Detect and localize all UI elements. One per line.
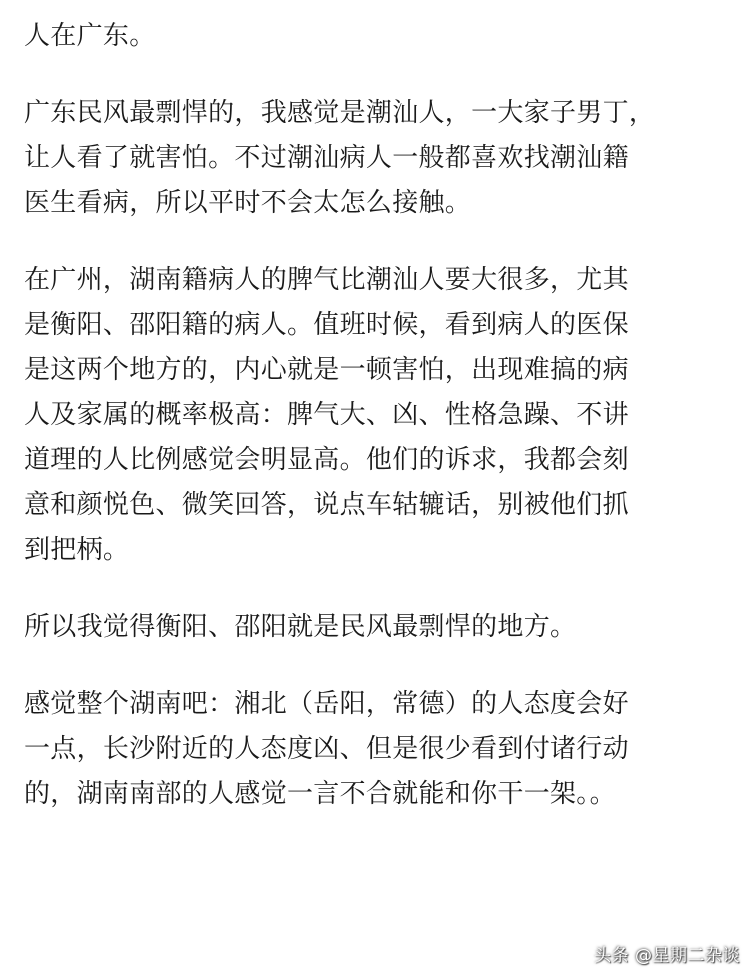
source-watermark: 头条 @星期二杂谈: [594, 946, 740, 966]
text-line: 是这两个地方的，内心就是一顿害怕，出现难搞的病: [24, 355, 629, 385]
text-line: 一点，长沙附近的人态度凶、但是很少看到付诸行动: [24, 734, 629, 764]
text-line: 的，湖南南部的人感觉一言不合就能和你干一架。。: [24, 779, 616, 809]
paragraph-4: [24, 605, 724, 650]
paragraph-3: [24, 258, 724, 573]
text-line: 让人看了就害怕。不过潮汕病人一般都喜欢找潮汕籍: [24, 143, 629, 173]
text-line: 所以我觉得衡阳、邵阳就是民风最剽悍的地方。: [24, 612, 577, 642]
text-line: 人及家属的概率极高：脾气大、凶、性格急躁、不讲: [24, 400, 629, 430]
text-line: 人在广东。: [24, 21, 156, 51]
text-line: 道理的人比例感觉会明显高。他们的诉求，我都会刻: [24, 445, 629, 475]
text-line: 意和颜悦色、微笑回答，说点车轱辘话，别被他们抓: [24, 490, 629, 520]
text-line: 在广州，湖南籍病人的脾气比潮汕人要大很多，尤其: [24, 265, 629, 295]
article-body: [24, 14, 724, 849]
paragraph-2: [24, 91, 724, 226]
paragraph-5: [24, 682, 724, 817]
text-line: 广东民风最剽悍的，我感觉是潮汕人，一大家子男丁，: [24, 98, 656, 128]
text-line: 到把柄。: [24, 535, 130, 565]
paragraph-1: [24, 14, 724, 59]
text-line: 是衡阳、邵阳籍的病人。值班时候，看到病人的医保: [24, 310, 629, 340]
text-line: 医生看病，所以平时不会太怎么接触。: [24, 188, 472, 218]
text-line: 感觉整个湖南吧：湘北（岳阳，常德）的人态度会好: [24, 689, 629, 719]
